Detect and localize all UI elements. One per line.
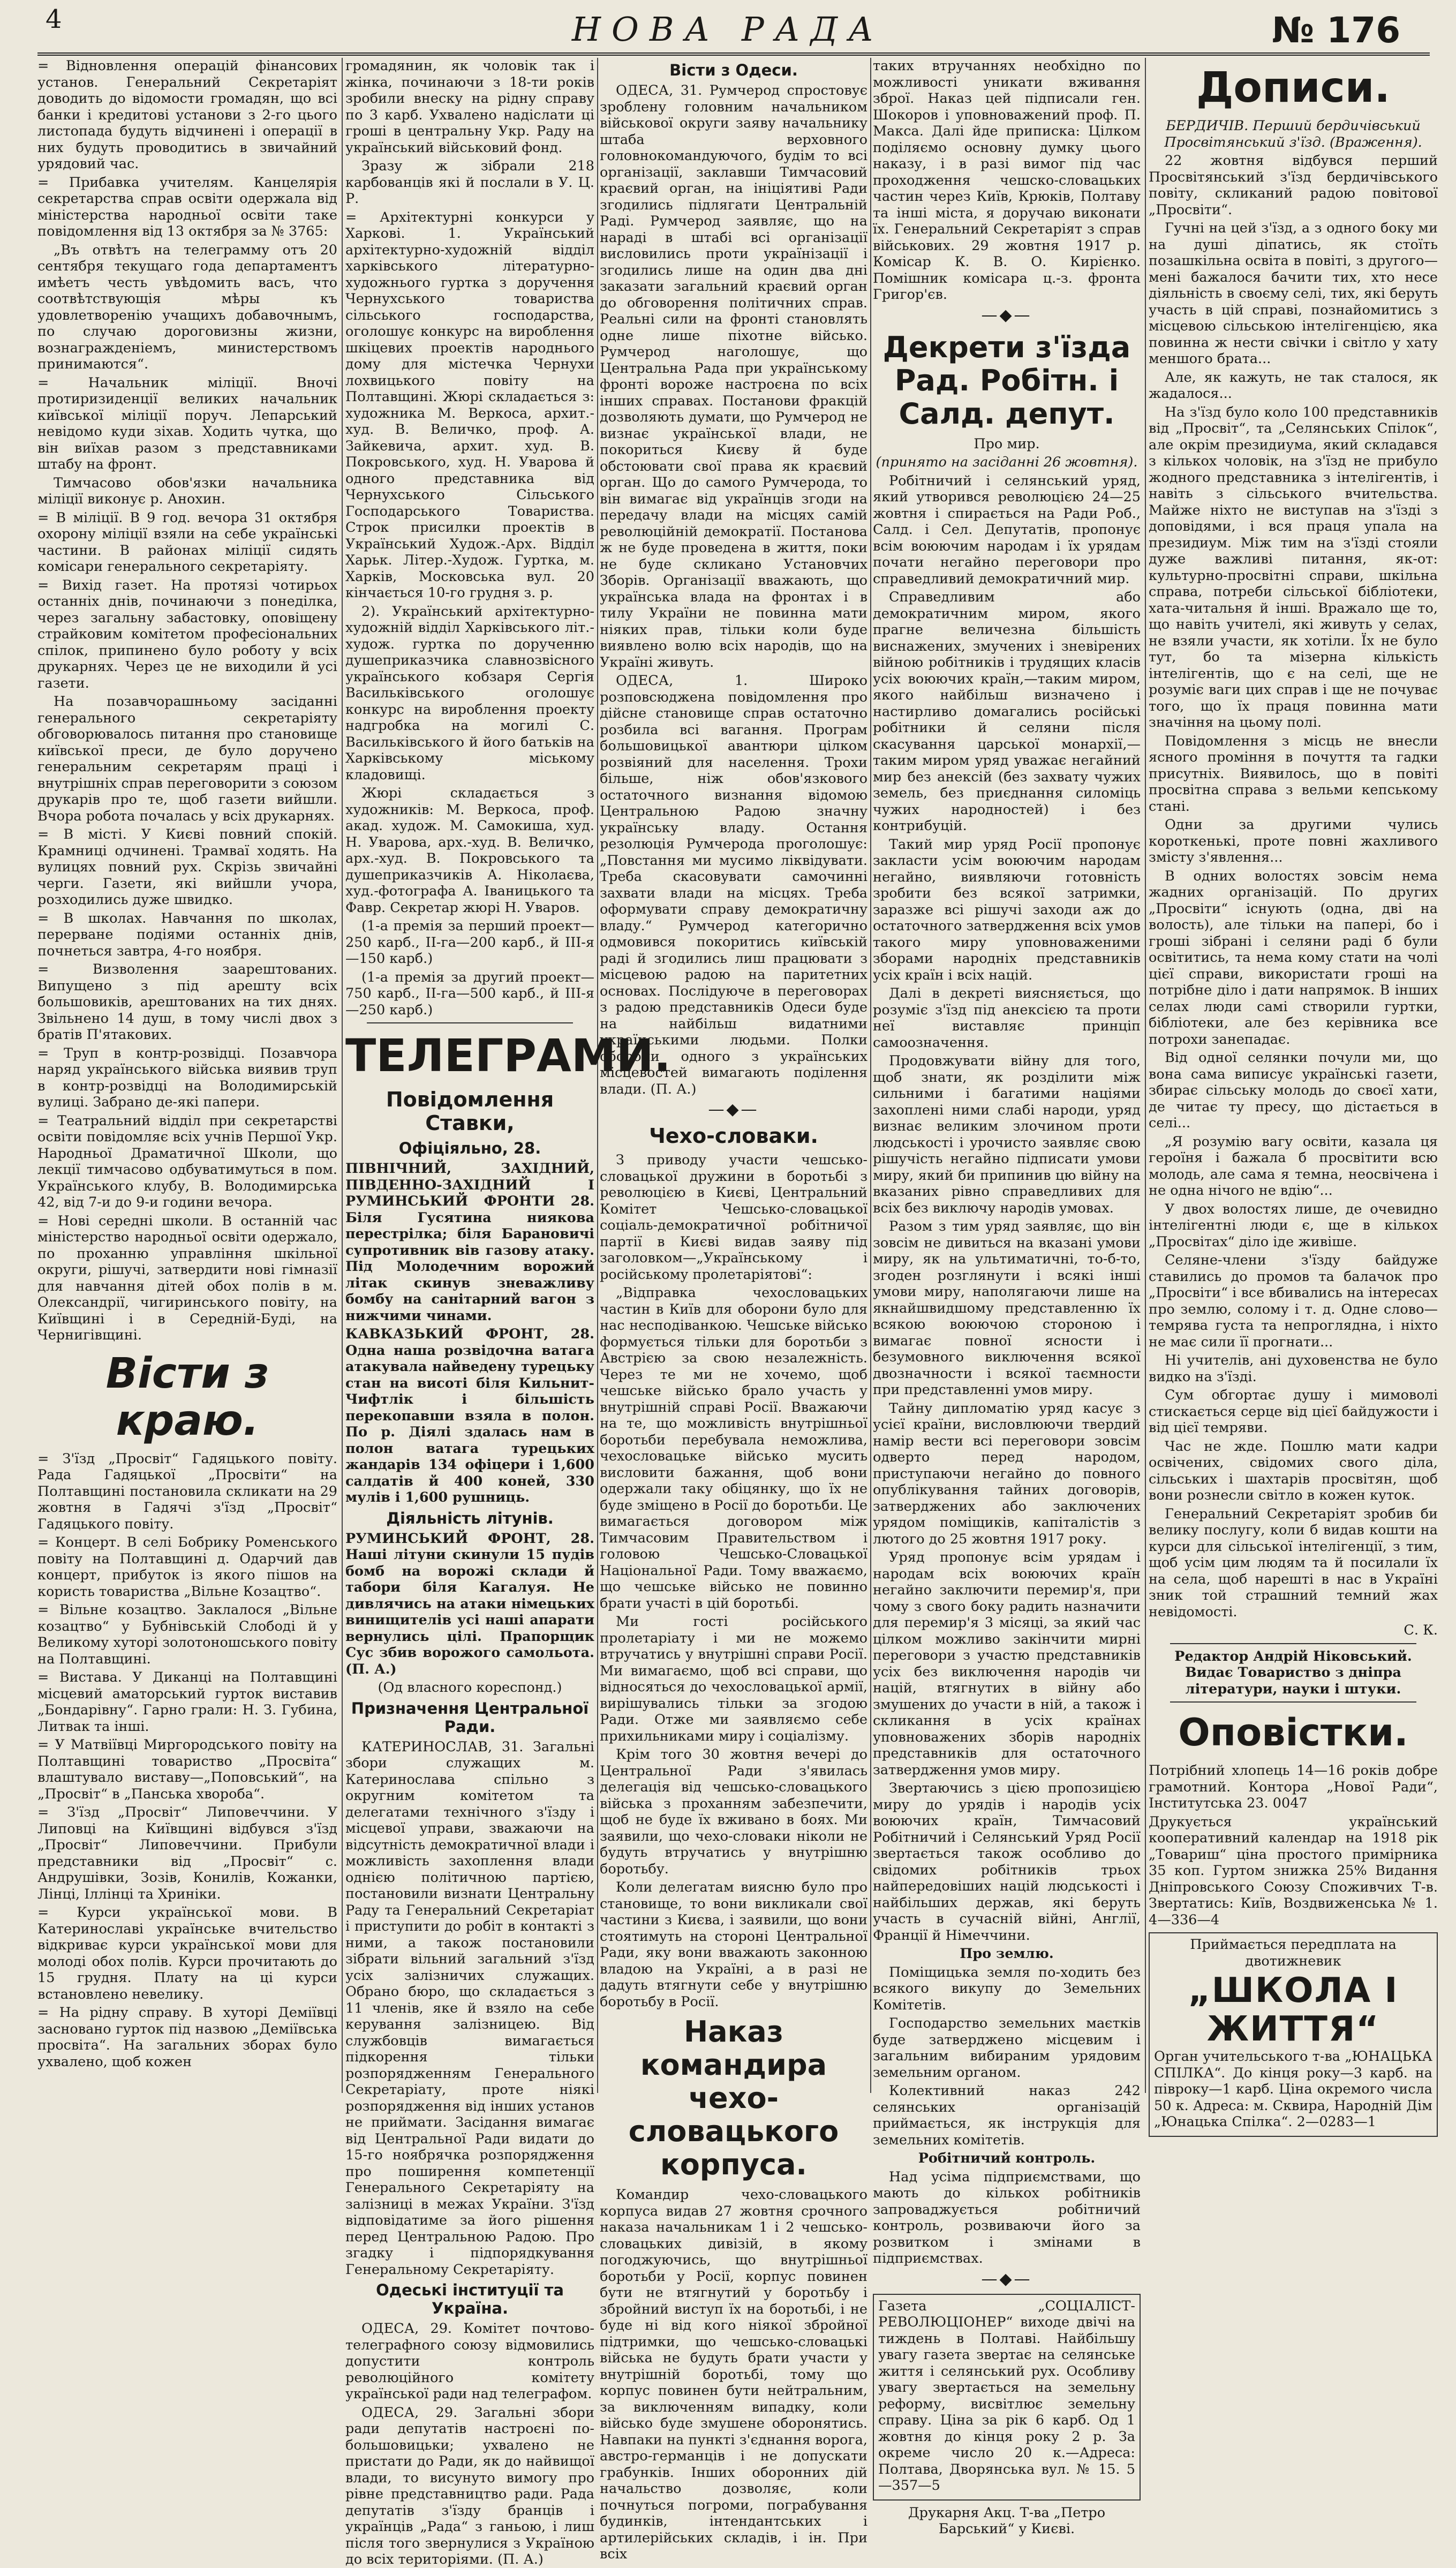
subheading: Про землю. bbox=[960, 1946, 1054, 1962]
column-5 bbox=[1149, 58, 1438, 2136]
section-heading: Наказ командира чехо-словацького корпуса. bbox=[628, 2015, 839, 2181]
divider bbox=[1170, 1701, 1416, 1703]
news-item: Поміщицька земля по-ходить без всякого викупу до Земельних Комітетів. bbox=[873, 1964, 1141, 2013]
news-item: = Концерт. В селі Бобрику Роменського повіту на Полтавщині д. Одарчий дав концерт, прибуток із якого пішов на користь товариства „Вільне Козацтво“. bbox=[37, 1534, 337, 1600]
column-divider bbox=[870, 58, 871, 2093]
news-item: = Архітектурні конкурси у Харкові. 1. Український архітектурно-художній відділ харківського літературно-художнього гуртка з доручення Чернухського товариства сільського господарства, оголошує конкурс на вироблення шкіцевих проектів народнього дому для містечка Чернухи лохвицького повіту на Полтавщині. Жюрі складається з: художника М. Веркоса, архит.-худ. В. Величко, проф. А. Зайкевича, архит. худ. В. Покровського, худ. Н. Уварова й одного представника від Чернухського Сільського Господарського Товариства. Строк присилки проектів в Український Худож.-Арх. Відділ Харьк. Літер.-Худож. Гуртка, м. Харків, Московська вул. 20 кінчається 10-го грудня з. р. bbox=[345, 209, 594, 601]
news-item: = Визволення заарештованих. Випущено з під арешту всіх большовиків, арештованих на тих днях. Звільнено 14 душ, в тому числі двох з братів П'ятакових. bbox=[37, 961, 337, 1043]
subheading: Повідомлення Ставки, bbox=[386, 1088, 554, 1135]
news-item: Такий мир уряд Росії пропонує закласти усім воюючим народам негайно, виявляючи готовність зробити без всякої затримки, заразже всі рішучі заходи аж до остаточного затвердження всіх умов такого миру уповноваженими зборами народніх представників усіх країн і всіх націй. bbox=[873, 836, 1141, 983]
news-item: 2). Український архітектурно-художній відділ Харківського літ.-худож. гуртка по дорученню душеприказчика славнозвісного українського кобзаря Сергія Васильківського оголошує конкурс на вироблення проекту надгробка на могилі С. Васильківського й його батьків на Харківському міському кладовищі. bbox=[345, 603, 594, 783]
news-item: КАВКАЗЬКИЙ ФРОНТ, 28. Одна наша розвідочна ватага атакувала найведену турецьку стан на висоті біля Кильнит-Чифтлік і більшість перекопавши взяла в полон. По р. Діялі здалась нам в полон ватага турецьких жандарів 134 офіцери і 1,600 салдатів й 400 коней, 330 мулів і 1,600 рушниць. bbox=[345, 1326, 594, 1505]
news-item: Але, як кажуть, не так сталося, як жадалося... bbox=[1149, 369, 1438, 402]
news-item: Одни за другими чулись короткенькі, проте повні жахливого змісту з'явлення... bbox=[1149, 817, 1438, 865]
news-item: З приводу участи чешсько-словацької дружини в боротьбі з революцією в Києві, Центральний Комітет Чешсько-словацької соціаль-демократичної робітничої партії в Києві видав заяву під заголовком—„Українському і російському пролетаріятові“: bbox=[600, 1152, 867, 1283]
subheading: Одеські інституції та Україна. bbox=[376, 2281, 564, 2317]
ad-text: Приймається передплата на двотижневик bbox=[1190, 1937, 1397, 1969]
news-item: ОДЕСА, 31. Румчерод спростовує зроблену головним начальником військової округи заяву начальнику штаба верховного головнокомандуючого, будім то всі організації, заклавши Тимчасовий краєвий орган, на ініціятиві Ради згодились підлягати Центральній Раді. Румчерод заявляє, що на нараді в штабі всі організації висловились проти українізації і згодились лише на один два дні заказати загальний краєвий орган до обговорення політичних справ. Реальні сили на фронті становлять одне лише піхотне військо. Румчерод наголошує, що Центральна Рада при українському фронті вороже настроєна по всіх інших справах. Постанови фракцій дозволяють думати, що Румчерод не визнає української влади, не покориться Києву й буде обстоювати свої права як краєвий орган. Що до самого Румчерода, то він вимагає від українців згоди на передачу влади на місцях самій революційній демократії. Постанова ж не буде проведена в життя, поки не буде скликано Установчих Зборів. Організації вважають, що українська влада на фронтах і в тилу України не повинна мати ніяких прав, тільки коли буде виявлено волю всіх народів, що на Україні живуть. bbox=[600, 82, 867, 671]
news-item: = В місті. У Києві повний спокій. Крамниці одчинені. Трамваї ходять. На вулицях повний рух. Скрізь звичайні черги. Газети, які вийшли учора, розходились дуже швидко. bbox=[37, 826, 337, 908]
news-item: Зразу ж зібрали 218 карбованців які й послали в У. Ц. Р. bbox=[345, 158, 594, 207]
section-heading: Вісти з краю. bbox=[105, 1349, 269, 1445]
news-item: „Я розумію вагу освіти, казала ця героїня і бажала б просвітити всю молодь, але сама я темна, неосвічена і не одна нічого не вдію“... bbox=[1149, 1133, 1438, 1199]
news-item: = На рідну справу. В хуторі Деміївці засновано гурток під назвою „Деміївська просвіта“. На загальних зборах було ухвалено, щоб кожен bbox=[37, 2005, 337, 2070]
printer-imprint: Друкарня Акц. Т-ва „Петро Барський“ у Києві. bbox=[908, 2504, 1106, 2537]
news-item: На позавчорашньому засіданні генерального секретаріяту обговорювалось питання про становище київської преси, де було доручено генеральним секретарям праці і внутрішніх справ переговорити з союзом друкарів про те, щоб газети вийшли. Вчора робота почалась у всіх друкарнях. bbox=[37, 694, 337, 824]
newspaper-title: НОВА РАДА bbox=[571, 10, 885, 49]
news-item: ПІВНІЧНИЙ, ЗАХІДНИЙ, ПІВДЕННО-ЗАХІДНИЙ І РУМИНСЬКИЙ ФРОНТИ 28. Біля Гусятина ниякова перестрілка; біля Барановичі супротивник вів газову атаку. Під Молодечним ворожий літак скинув зневажливу бомбу на санітарний вагон з нижчими чинами. bbox=[345, 1161, 594, 1324]
ad-title: „ШКОЛА І ЖИТТЯ“ bbox=[1188, 1971, 1399, 2049]
news-item: Ми гості російського пролетаріату і ми не можемо втручатись у внутрішні справи Росії. Ми вимагаємо, щоб всі справи, що відносяться до чехословацької армії, вирішувались тільки за згодою Ради. Отже ми заявляємо себе прихильниками миру і соціалізму. bbox=[600, 1614, 867, 1744]
news-item: Ні учителів, ані духовенства не було видко на з'їзді. bbox=[1149, 1352, 1438, 1385]
ad-text: Газета „СОЦІАЛІСТ-РЕВОЛЮЦІОНЕР“ виходе двічі на тиждень в Полтаві. Найбільшу увагу газета звертає на селянське життя і селянський рух. Особливу увагу звертається на земельну реформу, висвітлює земельну справу. Ціна за рік 6 карб. Од 1 жовтня до кінця року 2 р. За окреме число 20 к.—Адреса: Полтава, Дворянська вул. № 15. 5—357—5 bbox=[878, 2298, 1135, 2494]
section-heading: Дописи. bbox=[1196, 64, 1391, 112]
news-item: „Відправка чехословацьких частин в Київ для оборони було для нас несподіванкою. Чешське військо формується тільки для боротьби з Австрією за свою незалежність. Через те ми не хочемо, щоб чешське військо брало участь у внутрішній справі Росії. Вважаючи на те, що можливість внутрішньої боротьби перебувала неможлива, чехословацьке військо мусить висловити бажання, щоб вони одержали таку обіцянку, що їх не буде зміщено в Росії до боротьби. Це вимагається договором між Тимчасовим Правительством і головою Чешсько-Словацької Національної Ради. Тому вважаємо, що чешське військо не повинно брати участі в цій боротьбі. bbox=[600, 1285, 867, 1611]
news-item: Тимчасово обов'язки начальника міліції виконує р. Анохин. bbox=[37, 475, 337, 507]
news-item: = Нові середні школи. В останній час міністерство народньої освіти одержало, по проханню управління шкільної округи, рішучі, затвердити нові гімназії для навчання дітей обох полів в м. Олександрії, чигиринського повіту, на Київщині і в Середній-Буді, на Чернигівщині. bbox=[37, 1213, 337, 1343]
news-item: Справедливим або демократичним миром, якого прагне величезна більшість виснажених, змучених і зневірених війною робітників і трудящих класів усіх воюючих країн,—таким миром, якого найбільш визначено і настирливо домагались російські робітники й селяни після скасування царської монархії,—таким миром уряд уважає негайний мир без анексій (без захвату чужих земель, без приєднання силоміць чужих народностей) і без контрибуцій. bbox=[873, 589, 1141, 834]
dateline: Офіціяльно, 28. bbox=[398, 1139, 541, 1157]
subheading-note: (принято на засіданні 26 жовтня). bbox=[876, 454, 1138, 470]
news-item: ОДЕСА, 29. Комітет почтово-телеграфного союзу відмовились допустити контроль революційного комітету української ради над телеграфом. bbox=[345, 2321, 594, 2402]
news-item: В одних волостях зовсім нема жадних організацій. По других „Просвіти“ існують (одна, дві на волость), але тільки на папері, бо і гроші зібрані і селяни раді б були освітитись, та нема кому стати на чолі цієї справи, використати гроші на потрібне діло і дати напрямок. В інших селах люди самі створили гуртки, бібліотеки, але без керівника все потрохи занепадає. bbox=[1149, 868, 1438, 1048]
news-item: У двох волостях лише, де очевидно інтелігентні люди є, ще в кількох „Просвітах“ діло іде живіше. bbox=[1149, 1201, 1438, 1250]
column-divider bbox=[1145, 58, 1146, 2093]
note: (Од власного кореспонд.) bbox=[378, 1680, 562, 1696]
column-divider bbox=[342, 58, 343, 2093]
news-item: Продовжувати війну для того, щоб знати, як розділити між сильними і багатими націями захоплені ними слабі народи, уряд визнає великим злочином проти людськості і урочисто заявляє свою рішучість негайно підписати умови миру, який би припинив цю війну на вказаних рівно справедливих для всіх без виключу народів умовах. bbox=[873, 1053, 1141, 1216]
news-item: = Вихід газет. На протязі чотирьох останніх днів, починаючи з понеділка, через загальну забастовку, оповіщену страйковим комітетом професіональних спілок, припинено було роботу у всіх друкарнях. Через це не виходили й усі газети. bbox=[37, 577, 337, 691]
column-2 bbox=[345, 58, 671, 2567]
news-item: громадянин, як чоловік так і жінка, починаючи з 18-ти років зробили внеску на рідну справу по 3 карб. Ухвалено надіслати ці гроші в центральну Укр. Раду на український військовий фонд. bbox=[345, 58, 594, 156]
news-item: Колективний наказ 242 селянських організацій приймається, як інструкція для земельних комітетів. bbox=[873, 2083, 1141, 2148]
news-item: = Відновлення операцій фінансових установ. Генеральний Секретаріят доводить до відомости громадян, що всі банки і кредитові установи з 2-го цього листопада будуть відчинені і операції в них будуть проводитись в звичайний урядовий час. bbox=[37, 58, 337, 172]
page-number: 4 bbox=[46, 4, 62, 34]
news-item: Робітничий і селянський уряд, який утворився революцією 24—25 жовтня і спирається на Ради Роб., Салд. і Сел. Депутатів, пропонує всім воюючим народам і їх урядам почати негайно переговори про справедливий демократичний мир. bbox=[873, 472, 1141, 587]
subheading: Призначення Центральної Ради. bbox=[351, 1699, 589, 1736]
subheading: Про мир. bbox=[974, 435, 1040, 452]
signature: С. К. bbox=[1404, 1622, 1438, 1638]
news-item: Гучні на цей з'їзд, а з одного боку ми на душі діпатись, як стоїть позашкільна освіта в повіті, з другого—мені бажалося бачити тих, хто несе діяльність в своєму селі, тих, які беруть участь в цій справі, познайомитись з місцевою сільською інтелігенцією, яка повинна ж нести свічки і світло у хату меншого брата... bbox=[1149, 220, 1438, 367]
column-1 bbox=[37, 58, 337, 2136]
issue-number: № 176 bbox=[1272, 10, 1401, 51]
news-item: = Вільне козацтво. Заклалося „Вільне козацтво“ у Бубнівській Слободі й у Великому хуторі золотоношського повіту на Полтавщині. bbox=[37, 1602, 337, 1667]
news-item: Сум обгортає душу і мимоволі стискається серце від цієї байдужости і від цієї темряви. bbox=[1149, 1387, 1438, 1436]
divider bbox=[367, 1022, 573, 1023]
news-item: 22 жовтня відбувся перший Просвітянський з'їзд бердичівського повіту, скликаний радою повітової „Просвіти“. bbox=[1149, 153, 1438, 218]
masthead-rule bbox=[37, 52, 1430, 56]
section-heading: ТЕЛЕГРАМИ. bbox=[345, 1029, 671, 1082]
section-heading: Декрети з'їзда Рад. Робітн. і Салд. депут. bbox=[882, 330, 1131, 431]
news-item: ОДЕСА, 1. Широко розповсюджена повідомлення про дійсне становище справ остаточно розбила всі вагання. Програм большовицької авантюри цілком розвіяний для населення. Трохи більше, ніж обов'язкового остаточного визнання відомою Центральною Радою значну українську владу. Остання резолюція Румчерода проголошує: „Повстання ми мусимо ліквідувати. Треба скасовувати самочинні захвати влади на місцях. Треба оформувати справу демократичну владу.“ Румчерод категорично одмовився покоритись київській раді й згодились лиш працювати з місцевою радою на паритетних основах. Послідуюче в переговорах з радою представників Одеси буде на найбільш видатними українськими людьми. Полки оборони одного з українських місцевостей вимагають поділення влади. (П. А.) bbox=[600, 673, 867, 1097]
news-item: Командир чехо-словацького корпуса видав 27 жовтня срочного наказа начальникам 1 і 2 чешсько-словацьких дивізій, в якому погоджуючись, що внутрішньої боротьби у Росії, корпус повинен бути не втягнутий у боротьбу і збройний виступ їх на боротьбі, і не буде ні від кого ніякої збройної підтримки, що чешсько-словацькі війська не будуть брати участи у внутрішній боротьбі, тому що корпус повинен бути нейтральним, за виключенням випадку, коли військо буде змушене оборонятись. Навпаки на пункті з'єднання ворога, австро-германців і не допускати грабунків. Інших оборонних дій начальство дозволяє, коли почнуться погроми, пограбування будинків, інтендантських і артилерійських складів, і ін. При всіх bbox=[600, 2187, 867, 2562]
news-item: = Начальник міліції. Вночі протиризиденції великих начальник київської міліції поруч. Лепарський невідомо куди зіхав. Ходить чутка, що він виїхав разом з представниками штабу на фронт. bbox=[37, 374, 337, 472]
news-item: На з'їзд було коло 100 представників від „Просвіт“, та „Селянських Спілок“, але окрім президиума, який складався з кількох чоловік, на з'їзд не прибуло жодного представника з інтелігентів, і навіть з сільського вчительства. Майже ніхто не виступав на з'їзді з доповідями, і вся праця упала на президиум. Між тим на з'їзді стояли дуже важливі питання, як-от: культурно-просвітні справи, шкільна справа, потреби сільської бібліотеки, хата-читальня й інші. Вражало ще то, що навіть учителі, які живуть у селах, не взяли участи, як хотіли. Їх не було тут, бо та мізерна кількість інтелігентів, що є на селі, ще не розуміє ваги цих справ і ще не почуває того, що їх праця повинна мати значіння на цьому полі. bbox=[1149, 404, 1438, 731]
news-item: Генеральний Секретаріят зробив би велику послугу, коли б видав кошти на курси для сільської інтелігенції, з тим, щоб усім цим людям та й посилали їх на села, щоб нарешті в нас в Україні зник той страшний темний жах невідомості. bbox=[1149, 1505, 1438, 1620]
news-item: Разом з тим уряд заявляє, що він зовсім не дивиться на вказані умови миру, як на ультиматичні, то-б-то, згоден розглянути і всякі інші умови миру, наполягаючи лише на якнайшвидшому представленню їх всякою воюючою стороною і вимагає повної ясности і безумовного виключення всякої двозначности і всякої таємности при представленні умов миру. bbox=[873, 1218, 1141, 1398]
subheading: Робітничий контроль. bbox=[918, 2150, 1096, 2166]
news-item: Над усіма підприємствами, що мають до кількох робітників запроваджується робітничий контроль, розвиваючи його за розвитком і змінами в підприємствах. bbox=[873, 2168, 1141, 2266]
column-3 bbox=[600, 58, 867, 2562]
ad-box bbox=[873, 2294, 1141, 2501]
news-item: = У Матвіївці Миргородського повіту на Полтавщині товариство „Просвіта“ влаштувало виставу—„Поповський“, на „Просвіт“ в „Панська хвороба“. bbox=[37, 1737, 337, 1802]
news-item: Крім того 30 жовтня вечері до Центральної Ради з'явилась делегація від чешсько-словацького війська з проханням забезпечити, щоб не буде їх вживано в боях. Ми заявили, що чехо-словаки ніколи не будуть втручатись у внутрішню боротьбу. bbox=[600, 1746, 867, 1877]
ads-heading: Оповістки. bbox=[1178, 1711, 1408, 1754]
news-item: Далі в декреті виясняється, що розуміє з'їзд під анексією та проти неї виставляє принціп самоозначення. bbox=[873, 985, 1141, 1051]
ad-text: Потрібний хлопець 14—16 років добре грамотний. Контора „Нової Ради“, Інститутська 23. 0047 bbox=[1149, 1763, 1438, 1811]
ad-text: Друкується український кооперативний календар на 1918 рік „Товариш“ ціна простого примірника 35 коп. Гуртом знижка 25% Видання Дніпровського Союзу Споживчих Т-в. Звертатись: Київ, Воздвиженська № 1. 4—336—4 bbox=[1149, 1813, 1438, 1928]
news-item: КАТЕРИНОСЛАВ, 31. Загальні збори служащих м. Катеринослава спільно з округним комітетом та делегатами технічного з'їзду і місцевої управи, зважаючи на відсутність демократичної влади і можливість захоплення влади однією політичною партією, постановили визнати Центральну Раду та Генеральний Секретаріат і приступити до робіт в контакті з ними, а також постановили зібрати вільний загальний з'їзд усіх залізничих служащих. Обрано бюро, що складається з 11 членів, яке й взяло на себе керування залізницею. Від службовців вимагається підкорення тільки розпорядженням Генерального Секретаріату, проте ніякі розпорядження від інших установ не приймати. Засідання вимагає від Центральної Ради видати до 15-го ноябрячка розпорядження про поширення компетенції Генерального Секретаріяту на залізниці в межах України. З'їзд відповідатиме за його рішення перед Центральною Радою. Про згадку і підпорядкування Генеральному Секретаріяту. bbox=[345, 1738, 594, 2278]
news-item: Уряд пропонує всім урядам і народам всіх воюючих країн негайно заключити перемир'я, при чому з свого боку радить назначити для перемир'я 3 місяці, за який час цілком можливо закінчити мирні переговори з участю представників усіх без виключення народів чи націй, втягнутих в війну або змушених до участи в ній, а також і скликання в усіх країнах уповноважених зборів народніх представників для остаточного затвердження умов миру. bbox=[873, 1549, 1141, 1778]
news-item: „Въ отвѣтъ на телеграмму отъ 20 сентября текущаго года департаментъ имѣетъ честь увѣдомить васъ, что соотвѣтствующія мѣры къ удовлетворенію учащихъ добавочнымъ, по случаю дороговизны жизни, вознагражденіемъ, министерствомъ принимаются“. bbox=[37, 242, 337, 372]
ad-box bbox=[1149, 1932, 1438, 2137]
news-item: Селяне-члени з'їзду байдуже ставились до промов та балачок про „Просвіти“ і все вбивались на інтересах про землю, солому і т. д. Одне слово—темрява густа та непроглядна, і ніхто не має сили її прогнати... bbox=[1149, 1252, 1438, 1350]
ornament: —◆— bbox=[981, 2269, 1032, 2288]
news-item: = Театральний відділ при секретарстві освіти повідомляє всіх учнів Першої Укр. Народньої Драматичної Школи, що лекції тимчасово одбуватимуться в пом. Українського клубу, В. Володимирська 42, від 7-и до 9-и години вечора. bbox=[37, 1112, 337, 1210]
news-item: = З'їзд „Просвіт“ Гадяцького повіту. Рада Гадяцької „Просвіти“ на Полтавщині постановила скликати на 29 жовтня в Гадячі з'їзд „Просвіт“ Гадяцького повіту. bbox=[37, 1450, 337, 1532]
news-item: Від одної селянки почули ми, що вона сама виписує українські газети, збирає сільську молодь до своєї хати, де читає ту пресу, що дістається в селі... bbox=[1149, 1050, 1438, 1131]
news-item: Коли делегатам виясню було про становище, то вони викликали свої частини з Києва, і заявили, що вони стоятимуть на стороні Центральної Ради, яку вони вважають законною владою на Україні, а в разі не дадуть втягнути себе у внутрішню боротьбу в Росії. bbox=[600, 1879, 867, 2010]
news-item: Господарство земельних маєтків буде затверджено місцевим і загальним вибираним урядовим земельним органом. bbox=[873, 2015, 1141, 2081]
subheading: Вісти з Одеси. bbox=[669, 61, 798, 79]
news-item: = В міліції. В 9 год. вечора 31 октября охорону міліції взяли на себе українські частини. В районах міліції сидять комісари генерального секретаріяту. bbox=[37, 509, 337, 575]
masthead bbox=[0, 0, 1456, 64]
ornament: —◆— bbox=[981, 305, 1032, 325]
news-item: Жюрі складається з художників: М. Веркоса, проф. акад. худож. М. Самокиша, худ. Н. Уварова, арх.-худ. В. Величко, арх.-худ. В. Покровського та душеприказчиків А. Ніколаєва, худ.-фотографа А. Іваницького та Фавр. Секретар жюрі Н. Уваров. bbox=[345, 785, 594, 916]
subheading: Діяльність літунів. bbox=[386, 1509, 554, 1527]
news-item: = Вистава. У Диканці на Полтавщині місцевий аматорський гурток виставив „Бондарівну“. Гарно грали: Н. З. Губина, Литвак та інші. bbox=[37, 1669, 337, 1735]
news-item: Повідомлення з місць не внесли ясного проміння в почуття та гадки присутніх. Виявилось, що в повіті просвітна справа з вельми кепському стані. bbox=[1149, 733, 1438, 815]
news-item: = З'їзд „Просвіт“ Липовеччини. У Липовці на Київщині відбувся з'їзд „Просвіт“ Липовеччини. Прибули представники від „Просвіт“ с. Андрушівки, Зозів, Конилів, Кожанки, Лінці, Іллінці та Хриніки. bbox=[37, 1804, 337, 1902]
news-item: Тайну дипломатію уряд касує з усієї країни, висловлюючи твердий намір вести всі переговори зовсім одверто перед народом, приступаючи негайно до повного опублікування тайних договорів, затверджених або заключених урядом поміщиків, капіталістів з лютого до 25 жовтня 1917 року. bbox=[873, 1400, 1141, 1547]
news-item: = Прибавка учителям. Канцелярія секретарства справ освіти одержала від міністерства народньої освіти таке повідомлення від 13 октября за № 3765: bbox=[37, 174, 337, 239]
divider bbox=[1170, 1643, 1416, 1644]
column-4 bbox=[873, 58, 1141, 2537]
editor-imprint: Редактор Андрій Ніковський. Видає Товариство з дніпра літератури, науки і штуки. bbox=[1174, 1648, 1412, 1697]
news-item: = Курси української мови. В Катеринославі українське вчительство відкриває курси української мови для молоді обох полів. Курси прочитають до 15 грудня. Плату на ці курси встановлено невелику. bbox=[37, 1904, 337, 2002]
news-item: Звертаючись з цією пропозицією миру до урядів і народів усіх воюючих країн, Тимчасовий Робітничий і Селянський Уряд Росії звертається також особливо до свідомих робітників трьох найпередовіших націй людськості і найбільших держав, які беруть участь в сучасній війні, Англії, Франції й Німеччини. bbox=[873, 1780, 1141, 1944]
section-heading: Чехо-словаки. bbox=[649, 1124, 818, 1148]
news-item: (1-а премія за другий проект—750 карб., II-га—500 карб., й III-я—250 карб.) bbox=[345, 969, 594, 1018]
news-item: = Труп в контр-розвідці. Позавчора наряд українського війська виявив труп в контр-розвідці на Володимирській вулиці. Забрано де-які папери. bbox=[37, 1045, 337, 1110]
news-item: таких втручаннях необхідно по можливості уникати вживання зброї. Наказ цей підписали ген. Шокоров і уповноважений проф. П. Макса. Далі йде приписка: Цілком поділяємо основну думку цього наказу, і в разі вимог під час проходження чешско-словацьких частин через Київ, Крюків, Полтаву та інші міста, я доручаю виконати їх. Генеральний Секретаріят з справ військових. 29 жовтня 1917 р. Комісар К. В. О. Кирієнко. Помішник комісара ц.-з. фронта Григор'єв. bbox=[873, 58, 1141, 303]
news-item: ОДЕСА, 29. Загальні збори ради депутатів настроєні по-большовицьки; ухвалено не пристати до Ради, як до найвищої влади, то висунуто вимогу про рівне представництво ради. Рада депутатів з'їзду бранців і українців „Рада“ з ганьою, і лиш після того звернулися з Україною до всіх територіями. (П. А.) bbox=[345, 2404, 594, 2567]
news-item: РУМИНСЬКИЙ ФРОНТ, 28. Наші літуни скинули 15 пудів бомб на ворожі склади й табори біля Кагалуя. Не дивлячись на атаки німецьких винищителів усі наші апарати вернулись цілі. Прапорщик Сус збив ворожого самольота. (П. А.) bbox=[345, 1530, 594, 1677]
news-item: Час не жде. Пошлю мати кадри освічених, свідомих свого діла, сільських і шахтарів просвітян, щоб вони рознесли світло в кожен куток. bbox=[1149, 1438, 1438, 1503]
news-item: = В школах. Навчання по школах, перерване подіями останніх днів, почнеться завтра, 4-го ноября. bbox=[37, 910, 337, 959]
subheading: БЕРДИЧІВ. Перший бердичівський Просвітянський з'їзд. (Враження). bbox=[1164, 118, 1422, 150]
ornament: —◆— bbox=[708, 1100, 759, 1119]
news-item: (1-а премія за перший проект—250 карб., II-га—200 карб., й III-я—150 карб.) bbox=[345, 918, 594, 967]
ad-text: Орган учительського т-ва „ЮНАЦЬКА СПІЛКА“. До кінця року—3 карб. на півроку—1 карб. Ціна окремого числа 50 к. Адреса: м. Сквира, Народній Дім „Юнацька Спілка“. 2—0283—1 bbox=[1154, 2049, 1432, 2130]
